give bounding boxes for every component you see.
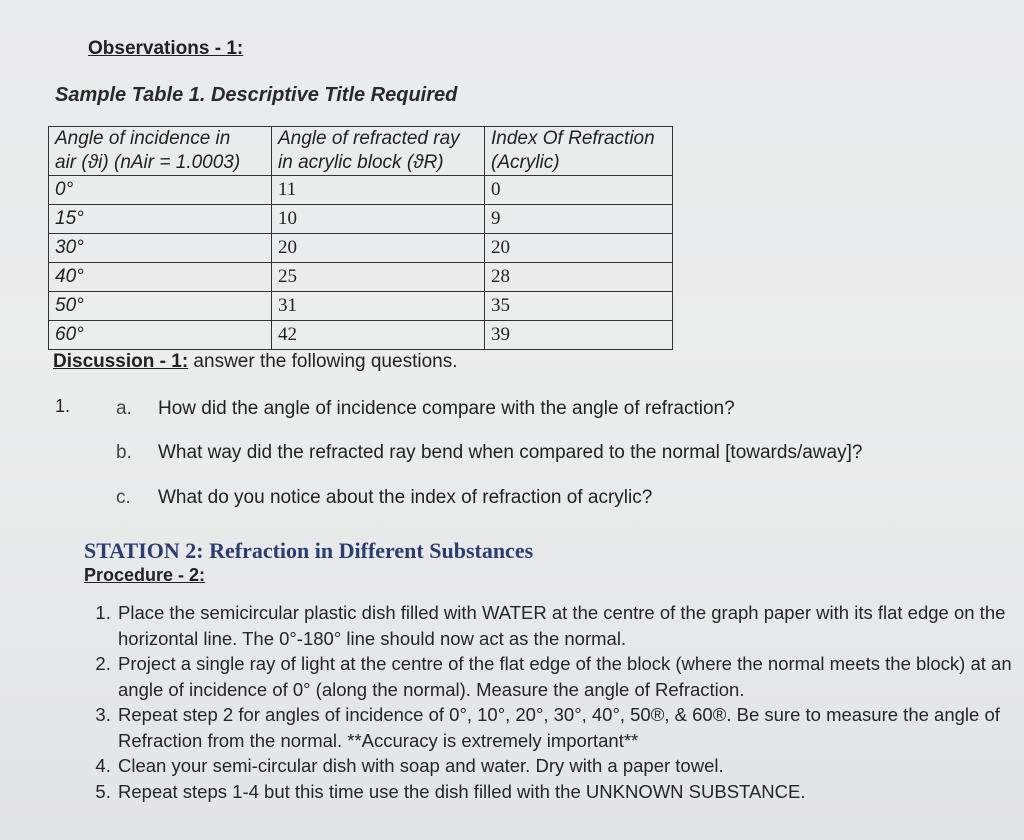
cell-index: 28: [485, 263, 673, 292]
question-number: 1.: [55, 396, 71, 416]
station-title: STATION 2: Refraction in Different Substances: [84, 538, 534, 563]
table-row: [49, 321, 673, 350]
question-letter: b.: [116, 442, 132, 463]
header-angle-refracted: Angle of refracted ray in acrylic block (ϑR): [272, 127, 485, 176]
list-item: 5. Repeat steps 1-4 but this time use the dish filled with the UNKNOWN SUBSTANCE.: [116, 779, 1016, 805]
cell-refracted: 25: [272, 263, 485, 292]
discussion-heading: Discussion - 1:: [53, 351, 189, 372]
question-text: What do you notice about the index of refraction of acrylic?: [158, 487, 653, 508]
table-caption: Sample Table 1. Descriptive Title Required: [55, 84, 458, 106]
cell-incidence: 60°: [49, 321, 272, 350]
question-letter: a.: [116, 398, 132, 419]
observations-table: [48, 126, 673, 350]
question-text: What way did the refracted ray bend when compared to the normal [towards/away]?: [158, 442, 863, 463]
discussion-line: [53, 351, 457, 373]
cell-index: 0: [485, 176, 673, 205]
header-index-refraction: Index Of Refraction (Acrylic): [485, 127, 673, 176]
table-row: [49, 205, 673, 234]
cell-index: 39: [485, 321, 673, 350]
table-row: [49, 176, 673, 205]
cell-incidence: 50°: [49, 292, 272, 321]
cell-index: 20: [485, 234, 673, 263]
table-row: [49, 234, 673, 263]
cell-incidence: 30°: [49, 234, 272, 263]
procedure-heading: Procedure - 2:: [84, 565, 206, 585]
table-row: [49, 292, 673, 321]
table-row: [49, 263, 673, 292]
cell-incidence: 15°: [49, 205, 272, 234]
cell-incidence: 40°: [49, 263, 272, 292]
list-item: 2. Project a single ray of light at the centre of the flat edge of the block (where the normal meets the block) at an angle of incidence of 0° (along the normal). Measure the angle of Refraction.: [116, 651, 1016, 702]
cell-refracted: 31: [272, 292, 485, 321]
cell-index: 35: [485, 292, 673, 321]
cell-refracted: 10: [272, 205, 485, 234]
header-angle-incidence: Angle of incidence in air (ϑi) (nAir = 1.0003): [49, 127, 272, 176]
list-item: 4. Clean your semi-circular dish with soap and water. Dry with a paper towel.: [116, 753, 1016, 779]
question-text: How did the angle of incidence compare with the angle of refraction?: [158, 398, 735, 419]
discussion-intro: answer the following questions.: [188, 351, 458, 372]
observations-heading: Observations - 1:: [88, 38, 244, 59]
cell-refracted: 11: [272, 176, 485, 205]
list-item: 3. Repeat step 2 for angles of incidence of 0°, 10°, 20°, 30°, 40°, 50®, & 60®. Be sure to measure the angle of Refraction from the normal. **Accuracy is extremely important**: [116, 702, 1016, 753]
cell-refracted: 42: [272, 321, 485, 350]
cell-index: 9: [485, 205, 673, 234]
table-header-row: [49, 127, 673, 176]
cell-refracted: 20: [272, 234, 485, 263]
cell-incidence: 0°: [49, 176, 272, 205]
list-item: 1. Place the semicircular plastic dish filled with WATER at the centre of the graph paper with its flat edge on the horizontal line. The 0°-180° line should now act as the normal.: [116, 600, 1016, 651]
question-letter: c.: [116, 487, 131, 508]
procedure-steps: [84, 600, 1016, 804]
